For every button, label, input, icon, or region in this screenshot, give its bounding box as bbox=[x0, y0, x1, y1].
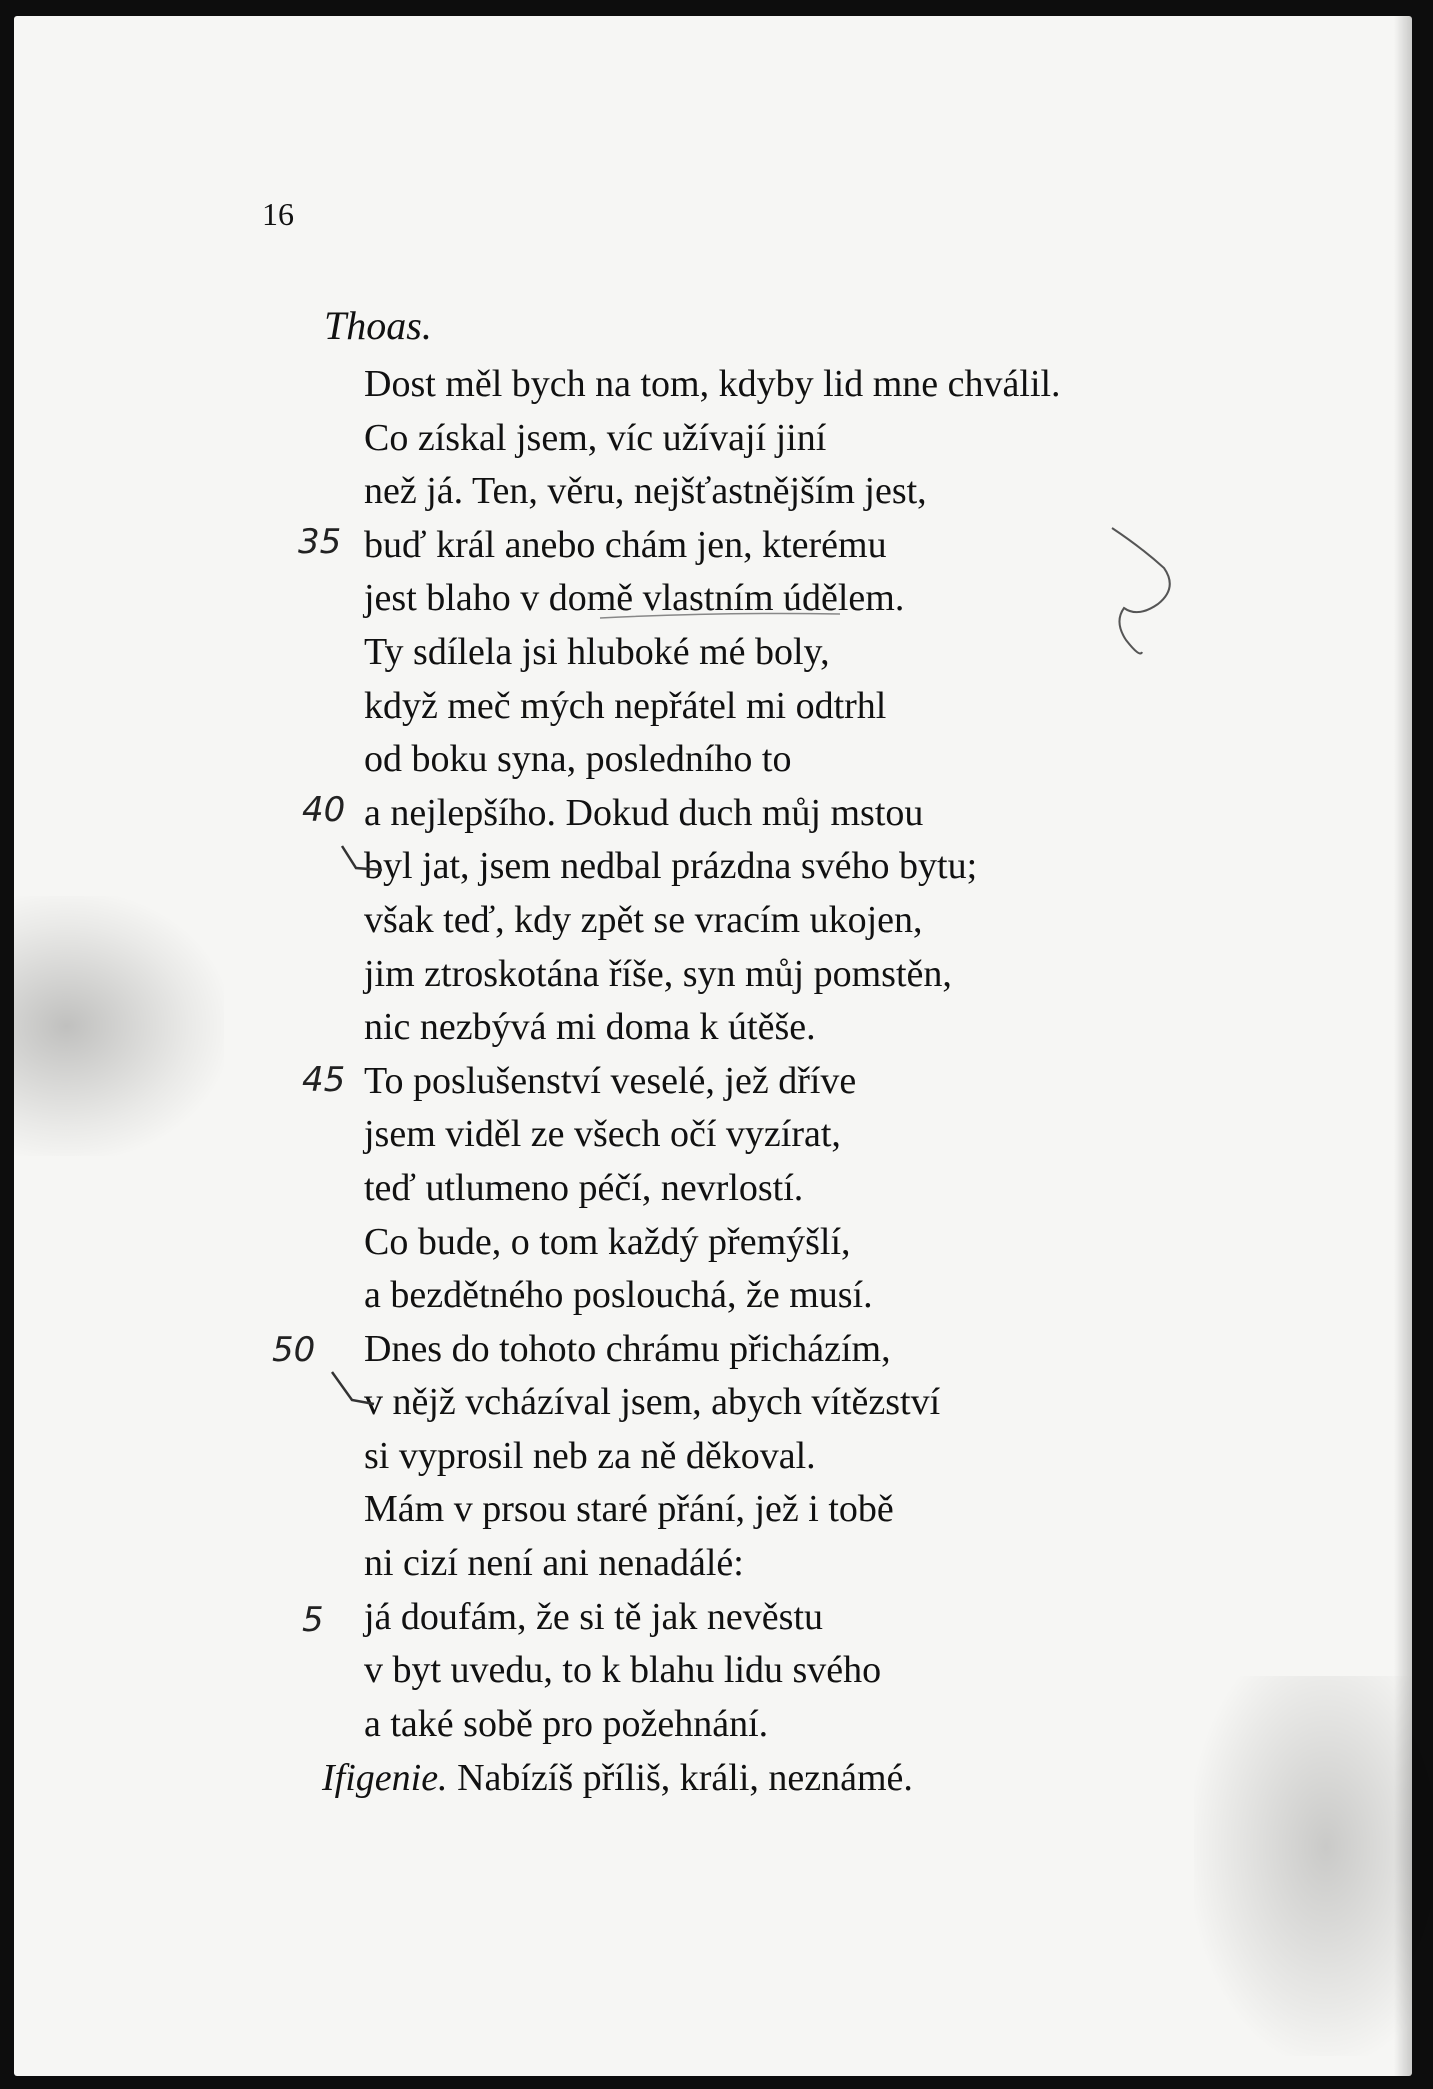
verse-line: v nějž vcházíval jsem, abych vítězství bbox=[364, 1381, 941, 1424]
verse-line: teď utlumeno péčí, nevrlostí. bbox=[364, 1166, 804, 1209]
verse-line: když meč mých nepřátel mi odtrhl bbox=[364, 684, 887, 727]
verse-line: Dost měl bych na tom, kdyby lid mne chválil. bbox=[364, 363, 1061, 405]
final-speaker-name: Ifigenie. bbox=[322, 1757, 448, 1799]
pencil-bracket-mark bbox=[1112, 528, 1170, 654]
margin-note-50: 50 bbox=[272, 1330, 316, 1370]
pencil-underline bbox=[600, 614, 840, 619]
margin-note-40: 40 bbox=[302, 790, 346, 830]
verse-line: Ty sdílela jsi hluboké mé boly, bbox=[364, 630, 830, 673]
verse-line: od boku syna, posledního to bbox=[364, 738, 792, 781]
speaker-name: Thoas. bbox=[324, 303, 432, 348]
margin-note-5: 5 bbox=[302, 1600, 324, 1640]
verse-line: nic nezbývá mi doma k útěše. bbox=[364, 1006, 816, 1049]
verse-line: a nejlepšího. Dokud duch můj mstou bbox=[364, 791, 924, 834]
verse-line: jim ztroskotána říše, syn můj pomstěn, bbox=[364, 952, 952, 995]
verse-line: než já. Ten, věru, nejšťastnějším jest, bbox=[364, 470, 927, 513]
pencil-check-mark-50 bbox=[332, 1372, 374, 1404]
verse-line: Co bude, o tom každý přemýšlí, bbox=[364, 1220, 851, 1263]
verse-line: v byt uvedu, to k blahu lidu svého bbox=[364, 1649, 882, 1692]
verse-line: Mám v prsou staré přání, jež i tobě bbox=[364, 1488, 894, 1531]
margin-note-35: 35 bbox=[298, 522, 342, 562]
verse-line: jest blaho v domě vlastním údělem. bbox=[364, 577, 905, 620]
verse-line: jsem viděl ze všech očí vyzírat, bbox=[364, 1113, 841, 1156]
verse-line: a také sobě pro požehnání. bbox=[364, 1702, 769, 1745]
verse-line: Dnes do tohoto chrámu přicházím, bbox=[364, 1327, 891, 1370]
verse-line: a bezdětného poslouchá, že musí. bbox=[364, 1274, 873, 1317]
verse-line: ni cizí není ani nenadálé: bbox=[364, 1542, 744, 1585]
verse-line: byl jat, jsem nedbal prázdna svého bytu; bbox=[364, 845, 978, 888]
verse-line: však teď, kdy zpět se vracím ukojen, bbox=[364, 898, 923, 941]
verse-line: si vyprosil neb za ně děkoval. bbox=[364, 1434, 816, 1477]
pencil-check-mark-40 bbox=[342, 846, 382, 870]
margin-note-45: 45 bbox=[302, 1060, 346, 1100]
page-number: 16 bbox=[262, 196, 294, 232]
verse-line: já doufám, že si tě jak nevěstu bbox=[364, 1595, 824, 1638]
verse-line: buď král anebo chám jen, kterému bbox=[364, 523, 887, 566]
final-verse: Nabízíš příliš, králi, neznámé. bbox=[457, 1757, 913, 1799]
verse-line: Co získal jsem, víc užívají jiní bbox=[364, 416, 827, 459]
verse-line: To poslušenství veselé, jež dříve bbox=[364, 1059, 857, 1102]
